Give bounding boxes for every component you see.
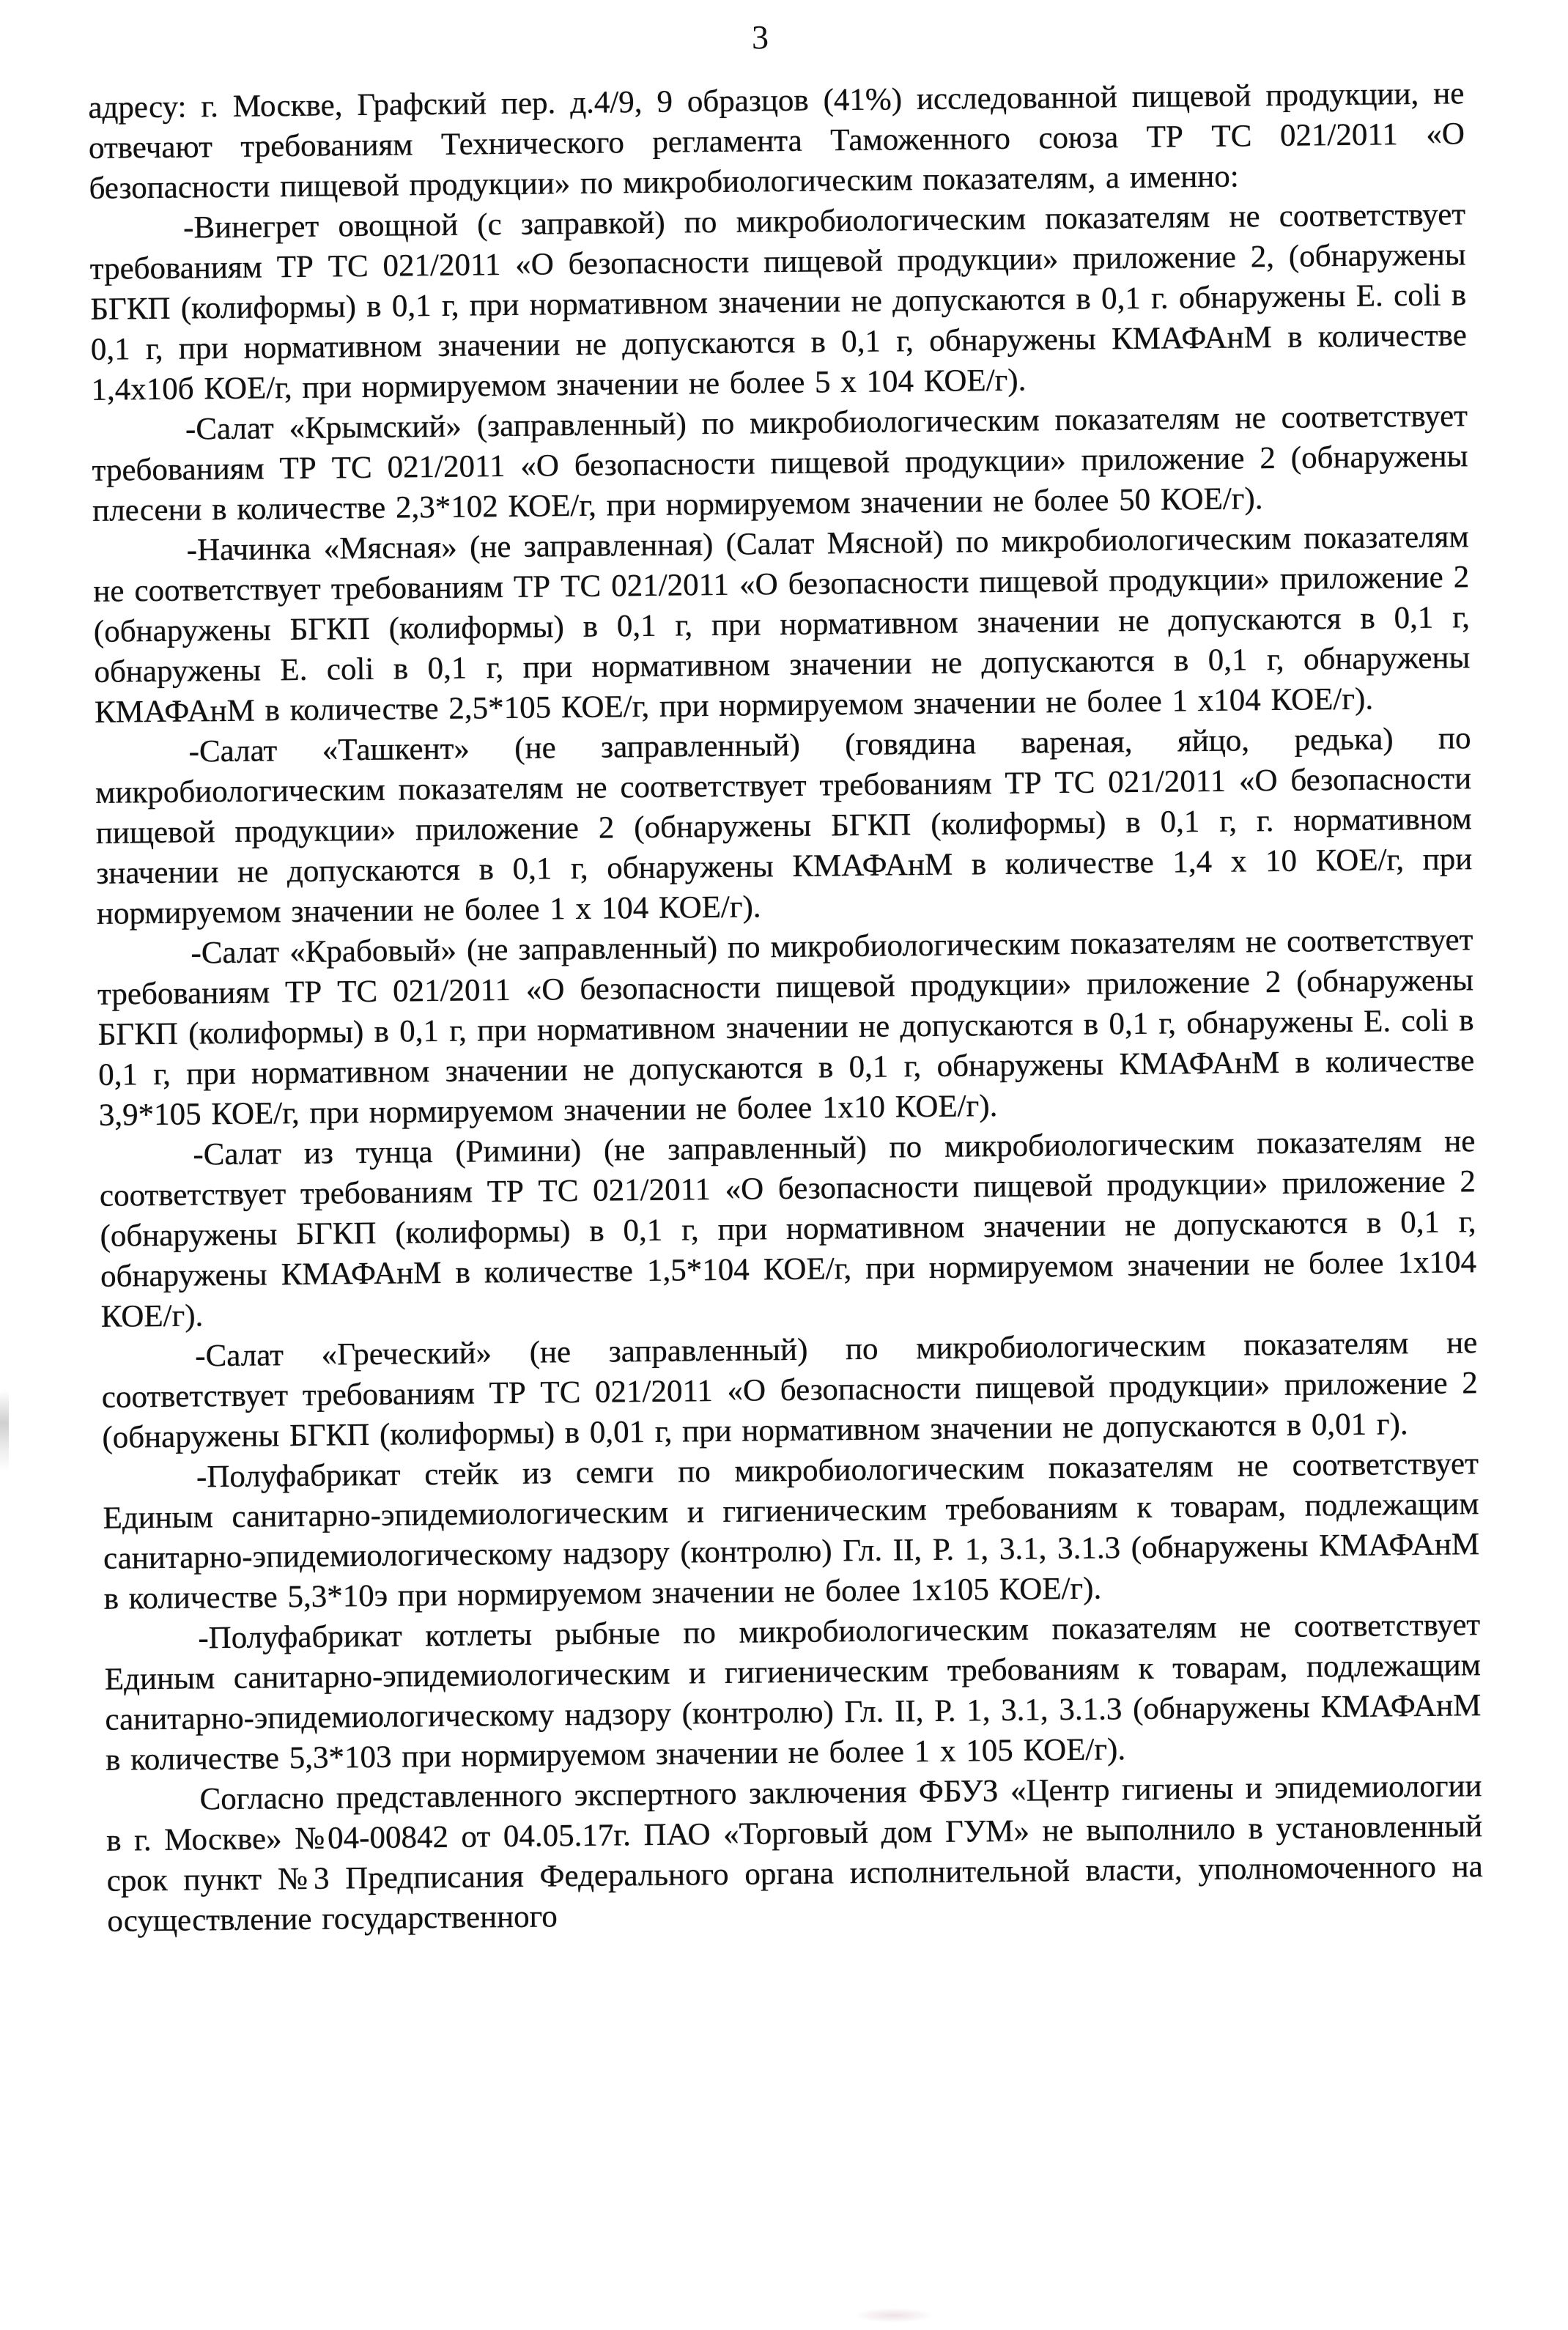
- scan-smudge-bottom: [854, 2308, 934, 2323]
- paragraph-soglasno-zaklyucheniya: Согласно представленного экспертного заключения ФБУЗ «Центр гигиены и эпидемиологии в г. Москве» №04-00842 от 04.05.17г. ПАО «Торговый дом ГУМ» не выполнило в установленный срок пункт №3 Предписания Федерального органа исполнительной власти, уполномоченного на осуществление государственного: [106, 1769, 1483, 1939]
- scan-smudge-left-edge: [0, 1391, 9, 1471]
- page-number: 3: [751, 18, 769, 56]
- paragraph-salat-krymskiy: -Салат «Крымский» (заправленный) по микробиологическим показателям не соответствует требованиям ТР ТС 021/2011 «О безопасности пищевой продукции» приложение 2 (обнаружены плесени в количестве 2,3*102 КОЕ/г, при нормируемом значении не более 50 КОЕ/г).: [92, 399, 1468, 528]
- paragraph-polufabrikat-kotlety: -Полуфабрикат котлеты рыбные по микробиологическим показателям не соответствует Единым санитарно-эпидемиологическим и гигиеническим требованиям к товарам, подлежащим санитарно-эпидемиологическому надзору (контролю) Гл. II, Р. 1, 3.1, 3.1.3 (обнаружены КМАФАнМ в количестве 5,3*103 при нормируемом значении не более 1 х 105 КОЕ/г).: [104, 1608, 1482, 1778]
- document-body: [88, 73, 1483, 1942]
- paragraph-nachinka-myasnaya: -Начинка «Мясная» (не заправленная) (Салат Мясной) по микробиологическим показателям не соответствует требованиям ТР ТС 021/2011 «О безопасности пищевой продукции» приложение 2 (обнаружены БГКП (колиформы) в 0,1 г, при нормативном значении не допускаются в 0,1 г, обнаружены E. coli в 0,1 г, при нормативном значении не допускаются в 0,1 г, обнаружены КМАФАнМ в количестве 2,5*105 КОЕ/г, при нормируемом значении не более 1 х104 КОЕ/г).: [93, 519, 1471, 730]
- paragraph-continuation-address: адресу: г. Москве, Графский пер. д.4/9, 9 образцов (41%) исследованной пищевой продукции, не отвечают требованиям Технического регламента Таможенного союза ТР ТС 021/2011 «О безопасности пищевой продукции» по микробиологическим показателям, а именно:: [88, 76, 1465, 206]
- paragraph-salat-krabovyy: -Салат «Крабовый» (не заправленный) по микробиологическим показателям не соответствует требованиям ТР ТС 021/2011 «О безопасности пищевой продукции» приложение 2 (обнаружены БГКП (колиформы) в 0,1 г, при нормативном значении не допускаются в 0,1 г, обнаружены E. coli в 0,1 г, при нормативном значении не допускаются в 0,1 г, обнаружены КМАФАнМ в количестве 3,9*105 КОЕ/г, при нормируемом значении не более 1х10 КОЕ/г).: [97, 922, 1475, 1133]
- paragraph-polufabrikat-steyk: -Полуфабрикат стейк из семги по микробиологическим показателям не соответствует Единым санитарно-эпидемиологическим и гигиеническим требованиям к товарам, подлежащим санитарно-эпидемиологическому надзору (контролю) Гл. II, Р. 1, 3.1, 3.1.3 (обнаружены КМАФАнМ в количестве 5,3*10э при нормируемом значении не более 1х105 КОЕ/г).: [103, 1446, 1480, 1616]
- paragraph-salat-grecheskiy: -Салат «Греческий» (не заправленный) по микробиологическим показателям не соответствует требованиям ТР ТС 021/2011 «О безопасности пищевой продукции» приложение 2 (обнаружены БГКП (колиформы) в 0,01 г, при нормативном значении не допускаются в 0,01 г).: [101, 1325, 1479, 1455]
- paragraph-salat-tashkent: -Салат «Ташкент» (не заправленный) (говядина вареная, яйцо, редька) по микробиологическим показателям не соответствует требованиям ТР ТС 021/2011 «О безопасности пищевой продукции» приложение 2 (обнаружены БГКП (колиформы) в 0,1 г, г. нормативном значении не допускаются в 0,1 г, обнаружены КМАФАнМ в количестве 1,4 х 10 КОЕ/г, при нормируемом значении не более 1 х 104 КОЕ/г).: [95, 721, 1473, 931]
- paragraph-vinegret: -Винегрет овощной (с заправкой) по микробиологическим показателям не соответствует требованиям ТР ТС 021/2011 «О безопасности пищевой продукции» приложение 2, (обнаружены БГКП (колиформы) в 0,1 г, при нормативном значении не допускаются в 0,1 г. обнаружены E. coli в 0,1 г, при нормативном значении не допускаются в 0,1 г, обнаружены КМАФАнМ в количестве 1,4х10б КОЕ/г, при нормируемом значении не более 5 х 104 КОЕ/г).: [89, 197, 1468, 407]
- paragraph-salat-iz-tuntsa: -Салат из тунца (Римини) (не заправленный) по микробиологическим показателям не соответствует требованиям ТР ТС 021/2011 «О безопасности пищевой продукции» приложение 2 (обнаружены БГКП (колиформы) в 0,1 г, при нормативном значении не допускаются в 0,1 г, обнаружены КМАФАнМ в количестве 1,5*104 КОЕ/г, при нормируемом значении не более 1х104 КОЕ/г).: [99, 1124, 1477, 1334]
